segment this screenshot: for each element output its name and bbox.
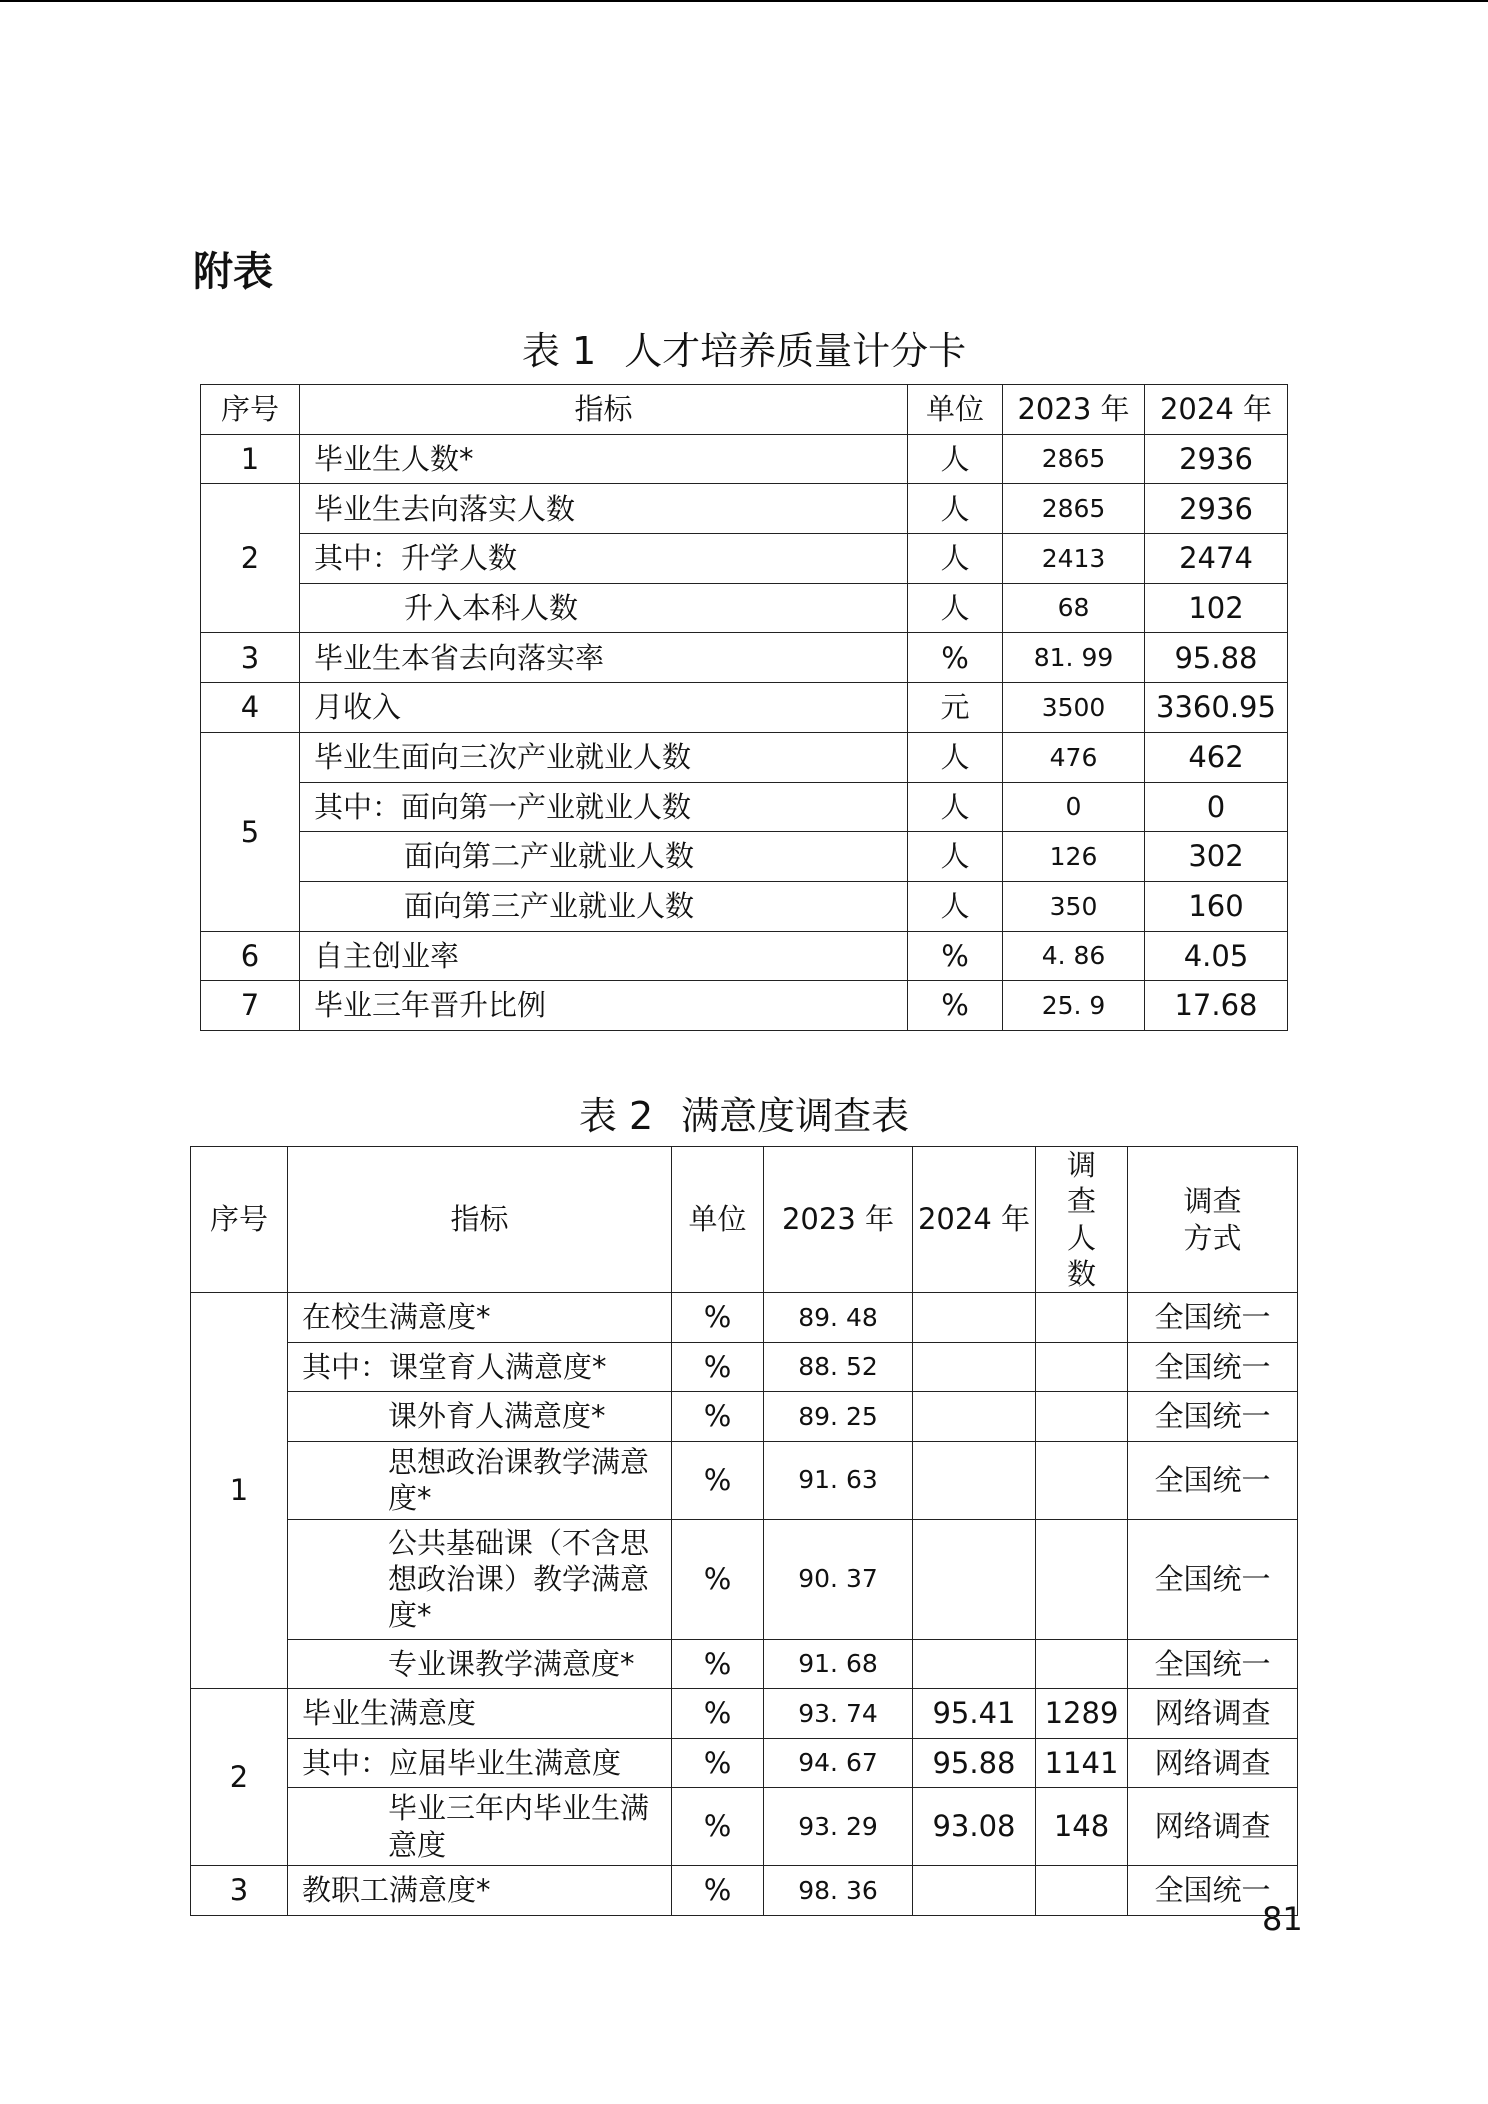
indicator-cell: 其中：面向第一产业就业人数 xyxy=(300,782,908,832)
value-2023-cell: 2413 xyxy=(1003,534,1145,584)
header-cell: 序号 xyxy=(201,385,300,435)
value-2024-cell: 160 xyxy=(1145,881,1288,931)
value-2024-cell: 95.88 xyxy=(1145,633,1288,683)
indicator-cell: 毕业生满意度 xyxy=(288,1689,672,1739)
value-2023-cell: 3500 xyxy=(1003,683,1145,733)
value-2024-cell: 0 xyxy=(1145,782,1288,832)
value-2023-cell: 94. 67 xyxy=(764,1738,913,1788)
page-number: 81 xyxy=(1262,1900,1303,1938)
indicator-cell: 毕业三年内毕业生满意度 xyxy=(288,1788,672,1866)
indicator-cell: 自主创业率 xyxy=(300,931,908,981)
seq-cell: 2 xyxy=(201,484,300,633)
table-row xyxy=(191,1392,1298,1442)
indicator-cell: 毕业生面向三次产业就业人数 xyxy=(300,732,908,782)
table2-caption xyxy=(0,1085,1488,1140)
value-2023-cell: 93. 74 xyxy=(764,1689,913,1739)
table-row xyxy=(191,1738,1298,1788)
value-2023-cell: 98. 36 xyxy=(764,1866,913,1916)
indicator-cell: 月收入 xyxy=(300,683,908,733)
header-cell: 2024 年 xyxy=(913,1147,1036,1293)
seq-cell: 6 xyxy=(201,931,300,981)
unit-cell: % xyxy=(672,1441,764,1519)
indicator-cell: 毕业三年晋升比例 xyxy=(300,981,908,1031)
table2-number: 表 2 xyxy=(578,1094,654,1138)
value-2024-cell: 93.08 xyxy=(913,1788,1036,1866)
header-cell: 指标 xyxy=(300,385,908,435)
table-row xyxy=(201,931,1288,981)
value-2024-cell: 102 xyxy=(1145,583,1288,633)
value-2023-cell: 2865 xyxy=(1003,434,1145,484)
value-2024-cell: 2936 xyxy=(1145,484,1288,534)
table1-caption xyxy=(0,320,1488,375)
header-cell: 单位 xyxy=(908,385,1003,435)
unit-cell: % xyxy=(672,1519,764,1639)
indicator-cell: 公共基础课（不含思想政治课）教学满意度* xyxy=(288,1519,672,1639)
value-2024-cell xyxy=(913,1866,1036,1916)
survey-count-cell xyxy=(1036,1639,1128,1689)
survey-method-cell: 全国统一 xyxy=(1128,1519,1298,1639)
table-row xyxy=(201,683,1288,733)
table1-header-row xyxy=(201,385,1288,435)
value-2024-cell: 3360.95 xyxy=(1145,683,1288,733)
unit-cell: % xyxy=(672,1738,764,1788)
unit-cell: % xyxy=(908,931,1003,981)
indicator-cell: 毕业生去向落实人数 xyxy=(300,484,908,534)
indicator-cell: 毕业生本省去向落实率 xyxy=(300,633,908,683)
unit-cell: 人 xyxy=(908,732,1003,782)
unit-cell: % xyxy=(672,1866,764,1916)
seq-cell: 7 xyxy=(201,981,300,1031)
table-row xyxy=(201,832,1288,882)
table-row xyxy=(191,1639,1298,1689)
unit-cell: 人 xyxy=(908,583,1003,633)
unit-cell: % xyxy=(672,1788,764,1866)
survey-count-cell xyxy=(1036,1392,1128,1442)
table-row xyxy=(191,1519,1298,1639)
table-row xyxy=(191,1293,1298,1343)
survey-count-cell: 148 xyxy=(1036,1788,1128,1866)
table-row xyxy=(201,534,1288,584)
value-2023-cell: 476 xyxy=(1003,732,1145,782)
value-2024-cell: 95.88 xyxy=(913,1738,1036,1788)
value-2023-cell: 4. 86 xyxy=(1003,931,1145,981)
seq-cell: 5 xyxy=(201,732,300,931)
indicator-cell: 毕业生人数* xyxy=(300,434,908,484)
survey-method-cell: 网络调查 xyxy=(1128,1689,1298,1739)
indicator-cell: 思想政治课教学满意度* xyxy=(288,1441,672,1519)
value-2024-cell xyxy=(913,1342,1036,1392)
value-2023-cell: 2865 xyxy=(1003,484,1145,534)
unit-cell: 人 xyxy=(908,832,1003,882)
unit-cell: % xyxy=(672,1689,764,1739)
table-row xyxy=(191,1342,1298,1392)
value-2024-cell: 4.05 xyxy=(1145,931,1288,981)
survey-method-cell: 全国统一 xyxy=(1128,1392,1298,1442)
unit-cell: % xyxy=(672,1293,764,1343)
seq-cell: 2 xyxy=(191,1689,288,1866)
value-2023-cell: 89. 48 xyxy=(764,1293,913,1343)
value-2023-cell: 68 xyxy=(1003,583,1145,633)
survey-count-cell: 1141 xyxy=(1036,1738,1128,1788)
unit-cell: % xyxy=(672,1342,764,1392)
indicator-cell: 面向第三产业就业人数 xyxy=(300,881,908,931)
indicator-cell: 其中：应届毕业生满意度 xyxy=(288,1738,672,1788)
seq-cell: 1 xyxy=(201,434,300,484)
seq-cell: 4 xyxy=(201,683,300,733)
table2 xyxy=(190,1146,1298,1916)
survey-count-cell: 1289 xyxy=(1036,1689,1128,1739)
indicator-cell: 面向第二产业就业人数 xyxy=(300,832,908,882)
table-row xyxy=(191,1788,1298,1866)
survey-count-cell xyxy=(1036,1441,1128,1519)
value-2024-cell xyxy=(913,1392,1036,1442)
value-2023-cell: 89. 25 xyxy=(764,1392,913,1442)
header-cell: 2024 年 xyxy=(1145,385,1288,435)
unit-cell: 人 xyxy=(908,534,1003,584)
header-cell: 指标 xyxy=(288,1147,672,1293)
survey-method-cell: 网络调查 xyxy=(1128,1738,1298,1788)
indicator-cell: 其中：课堂育人满意度* xyxy=(288,1342,672,1392)
table-row xyxy=(201,732,1288,782)
header-cell: 序号 xyxy=(191,1147,288,1293)
value-2024-cell: 2474 xyxy=(1145,534,1288,584)
value-2024-cell: 95.41 xyxy=(913,1689,1036,1739)
survey-method-cell: 全国统一 xyxy=(1128,1866,1298,1916)
table-row xyxy=(201,782,1288,832)
top-border-line xyxy=(0,0,1488,2)
table-row xyxy=(201,434,1288,484)
indicator-cell: 课外育人满意度* xyxy=(288,1392,672,1442)
survey-count-cell xyxy=(1036,1342,1128,1392)
value-2023-cell: 90. 37 xyxy=(764,1519,913,1639)
header-cell: 调查人数 xyxy=(1036,1147,1128,1293)
value-2023-cell: 0 xyxy=(1003,782,1145,832)
value-2023-cell: 88. 52 xyxy=(764,1342,913,1392)
unit-cell: % xyxy=(672,1639,764,1689)
table-row xyxy=(201,981,1288,1031)
table-row xyxy=(191,1689,1298,1739)
value-2023-cell: 25. 9 xyxy=(1003,981,1145,1031)
unit-cell: 人 xyxy=(908,484,1003,534)
indicator-cell: 在校生满意度* xyxy=(288,1293,672,1343)
table1 xyxy=(200,384,1288,1031)
table-row xyxy=(201,633,1288,683)
table-row xyxy=(201,881,1288,931)
table2-title: 满意度调查表 xyxy=(681,1094,910,1138)
value-2024-cell xyxy=(913,1639,1036,1689)
survey-method-cell: 全国统一 xyxy=(1128,1293,1298,1343)
table1-number: 表 1 xyxy=(521,329,597,373)
seq-cell: 3 xyxy=(191,1866,288,1916)
table-row xyxy=(201,583,1288,633)
survey-method-cell: 全国统一 xyxy=(1128,1441,1298,1519)
table-row xyxy=(201,484,1288,534)
unit-cell: 人 xyxy=(908,434,1003,484)
value-2023-cell: 91. 68 xyxy=(764,1639,913,1689)
seq-cell: 1 xyxy=(191,1293,288,1689)
appendix-title: 附表 xyxy=(193,249,273,295)
unit-cell: % xyxy=(672,1392,764,1442)
value-2023-cell: 91. 63 xyxy=(764,1441,913,1519)
seq-cell: 3 xyxy=(201,633,300,683)
value-2023-cell: 126 xyxy=(1003,832,1145,882)
survey-method-cell: 全国统一 xyxy=(1128,1639,1298,1689)
header-cell: 2023 年 xyxy=(764,1147,913,1293)
unit-cell: 人 xyxy=(908,881,1003,931)
value-2024-cell: 17.68 xyxy=(1145,981,1288,1031)
unit-cell: 人 xyxy=(908,782,1003,832)
header-cell: 单位 xyxy=(672,1147,764,1293)
table2-header-row xyxy=(191,1147,1298,1293)
table-row xyxy=(191,1441,1298,1519)
value-2023-cell: 93. 29 xyxy=(764,1788,913,1866)
indicator-cell: 其中：升学人数 xyxy=(300,534,908,584)
value-2024-cell xyxy=(913,1441,1036,1519)
survey-method-cell: 网络调查 xyxy=(1128,1788,1298,1866)
value-2024-cell: 462 xyxy=(1145,732,1288,782)
indicator-cell: 教职工满意度* xyxy=(288,1866,672,1916)
unit-cell: 元 xyxy=(908,683,1003,733)
unit-cell: % xyxy=(908,633,1003,683)
indicator-cell: 专业课教学满意度* xyxy=(288,1639,672,1689)
value-2023-cell: 350 xyxy=(1003,881,1145,931)
header-cell: 调查方式 xyxy=(1128,1147,1298,1293)
header-cell: 2023 年 xyxy=(1003,385,1145,435)
survey-count-cell xyxy=(1036,1519,1128,1639)
value-2023-cell: 81. 99 xyxy=(1003,633,1145,683)
unit-cell: % xyxy=(908,981,1003,1031)
value-2024-cell: 2936 xyxy=(1145,434,1288,484)
survey-count-cell xyxy=(1036,1866,1128,1916)
survey-count-cell xyxy=(1036,1293,1128,1343)
value-2024-cell xyxy=(913,1519,1036,1639)
survey-method-cell: 全国统一 xyxy=(1128,1342,1298,1392)
table-row xyxy=(191,1866,1298,1916)
indicator-cell: 升入本科人数 xyxy=(300,583,908,633)
value-2024-cell: 302 xyxy=(1145,832,1288,882)
value-2024-cell xyxy=(913,1293,1036,1343)
table1-title: 人才培养质量计分卡 xyxy=(624,329,967,373)
